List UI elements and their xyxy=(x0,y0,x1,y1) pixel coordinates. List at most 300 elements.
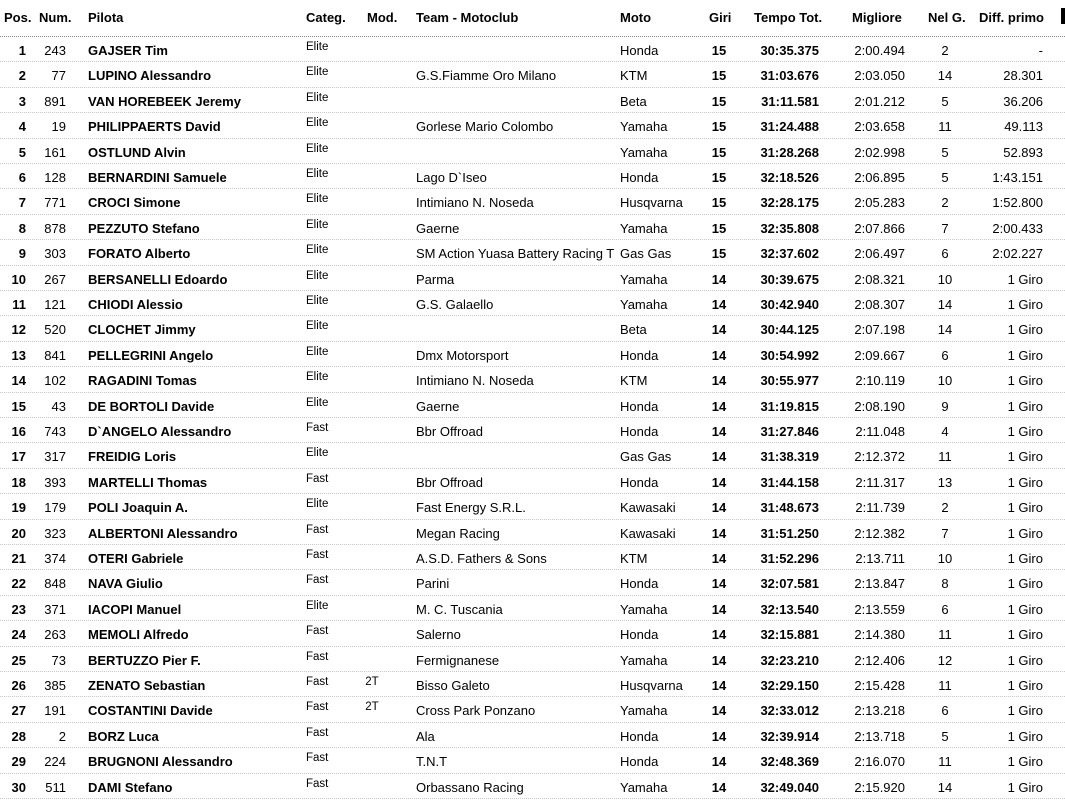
cell-categ: Elite xyxy=(306,371,329,384)
cell-migliore: 2:06.497 xyxy=(854,246,905,262)
cell-diff: 1 Giro xyxy=(1007,449,1043,465)
table-row xyxy=(0,443,1065,468)
cell-giri: 14 xyxy=(711,297,727,312)
cell-nelg: 6 xyxy=(941,601,949,617)
cell-num: 878 xyxy=(44,220,66,236)
cell-num: 243 xyxy=(44,43,66,58)
cell-num: 303 xyxy=(44,246,66,262)
cell-diff: 1 Giro xyxy=(1007,627,1043,643)
cell-tempo: 31:03.676 xyxy=(760,68,819,84)
cell-tempo: 31:24.488 xyxy=(760,119,819,135)
cell-migliore: 2:15.920 xyxy=(854,779,905,795)
cell-team: Salerno xyxy=(416,627,461,643)
cell-pos: 15 xyxy=(11,398,26,414)
cell-team: Gorlese Mario Colombo xyxy=(416,119,554,135)
cell-giri: 14 xyxy=(711,601,727,617)
cell-num: 374 xyxy=(44,551,66,566)
cell-migliore: 2:16.070 xyxy=(854,754,905,770)
table-row xyxy=(0,545,1065,570)
cell-diff: 1 Giro xyxy=(1007,500,1043,516)
cell-pos: 14 xyxy=(11,373,26,389)
cell-moto: Honda xyxy=(620,43,659,58)
cell-diff: 1 Giro xyxy=(1007,297,1043,312)
cell-num: 841 xyxy=(44,347,66,363)
cell-giri: 14 xyxy=(711,703,727,719)
cell-moto: Yamaha xyxy=(620,119,668,135)
cell-categ: Elite xyxy=(306,269,329,282)
cell-pilota: BERSANELLI Edoardo xyxy=(88,271,228,287)
cell-team: Orbassano Racing xyxy=(416,779,524,795)
cell-giri: 15 xyxy=(711,93,727,109)
table-row xyxy=(0,316,1065,341)
cell-nelg: 14 xyxy=(937,68,953,84)
cell-team: Parini xyxy=(416,576,450,592)
cell-tempo: 32:39.914 xyxy=(760,728,819,744)
cell-moto: Honda xyxy=(620,627,659,643)
cell-num: 161 xyxy=(44,144,66,160)
cell-team: G.S.Fiamme Oro Milano xyxy=(416,68,557,84)
cell-migliore: 2:12.382 xyxy=(854,525,905,541)
cell-pilota: VAN HOREBEEK Jeremy xyxy=(88,93,241,109)
cell-num: 73 xyxy=(51,652,66,668)
cell-giri: 14 xyxy=(711,754,727,770)
cell-moto: Beta xyxy=(620,322,647,338)
cell-categ: Elite xyxy=(306,66,329,79)
cell-tempo: 30:54.992 xyxy=(760,347,819,363)
cell-migliore: 2:13.711 xyxy=(855,551,905,566)
cell-tempo: 32:07.581 xyxy=(760,576,819,592)
cell-pilota: BORZ Luca xyxy=(88,728,159,744)
cell-nelg: 14 xyxy=(937,297,953,312)
table-row xyxy=(0,240,1065,265)
cell-migliore: 2:13.847 xyxy=(854,576,905,592)
cell-giri: 14 xyxy=(711,271,727,287)
cell-categ: Elite xyxy=(306,41,329,53)
cell-migliore: 2:13.559 xyxy=(854,601,905,617)
table-row xyxy=(0,418,1065,443)
cell-diff: - xyxy=(1038,43,1043,58)
cell-moto: KTM xyxy=(620,373,648,389)
cell-moto: Husqvarna xyxy=(620,678,683,693)
cell-tempo: 31:19.815 xyxy=(760,398,819,414)
table-row xyxy=(0,520,1065,545)
cell-pilota: DAMI Stefano xyxy=(88,779,173,795)
cell-num: 891 xyxy=(44,93,66,109)
table-row xyxy=(0,494,1065,519)
cell-nelg: 2 xyxy=(941,195,949,211)
cell-tempo: 30:55.977 xyxy=(760,373,819,389)
cell-migliore: 2:12.406 xyxy=(854,652,905,668)
cell-nelg: 11 xyxy=(938,449,952,465)
table-row xyxy=(0,621,1065,646)
cell-categ: Elite xyxy=(306,295,329,307)
cell-giri: 15 xyxy=(711,68,727,84)
cell-migliore: 2:01.212 xyxy=(854,93,905,109)
cell-categ: Elite xyxy=(306,345,329,358)
cell-moto: Yamaha xyxy=(620,297,668,312)
cell-team: Megan Racing xyxy=(416,525,500,541)
cell-diff: 1 Giro xyxy=(1007,474,1043,490)
cell-num: 385 xyxy=(44,678,66,693)
cell-tempo: 31:44.158 xyxy=(760,474,819,490)
table-row xyxy=(0,647,1065,672)
table-row xyxy=(0,596,1065,621)
cell-giri: 14 xyxy=(711,678,727,693)
cell-migliore: 2:11.048 xyxy=(855,424,905,439)
cell-pilota: PEZZUTO Stefano xyxy=(88,220,200,236)
cell-moto: Honda xyxy=(620,347,659,363)
cell-tempo: 31:28.268 xyxy=(760,144,819,160)
cell-migliore: 2:05.283 xyxy=(854,195,905,211)
cell-categ: Elite xyxy=(306,320,329,333)
cell-migliore: 2:07.866 xyxy=(854,220,905,236)
cell-migliore: 2:07.198 xyxy=(854,322,905,338)
cell-pilota: ZENATO Sebastian xyxy=(88,678,206,693)
cell-nelg: 11 xyxy=(938,119,952,135)
table-row xyxy=(0,697,1065,722)
cell-diff: 1 Giro xyxy=(1007,525,1043,541)
table-row xyxy=(0,570,1065,595)
cell-num: 743 xyxy=(44,424,66,439)
cell-categ: Elite xyxy=(306,396,329,409)
cell-num: 77 xyxy=(51,68,66,84)
cell-team: G.S. Galaello xyxy=(416,297,494,312)
cell-categ: Elite xyxy=(306,193,329,206)
cell-categ: Fast xyxy=(306,574,329,587)
header-pos: Pos. xyxy=(4,10,32,25)
cell-tempo: 31:27.846 xyxy=(760,424,819,439)
cell-migliore: 2:03.050 xyxy=(854,68,905,84)
cell-diff: 49.113 xyxy=(1004,119,1043,135)
cell-pos: 27 xyxy=(11,703,26,719)
cell-giri: 14 xyxy=(711,627,727,643)
cell-nelg: 2 xyxy=(941,43,949,58)
cell-categ: Fast xyxy=(306,701,329,714)
cell-diff: 52.893 xyxy=(1003,144,1043,160)
cell-giri: 14 xyxy=(711,525,727,541)
cell-nelg: 6 xyxy=(941,246,949,262)
cell-num: 317 xyxy=(44,449,66,465)
cell-tempo: 31:48.673 xyxy=(760,500,819,516)
table-row xyxy=(0,113,1065,138)
cell-pilota: BERNARDINI Samuele xyxy=(88,170,227,185)
cell-team: Cross Park Ponzano xyxy=(416,703,536,719)
cell-giri: 14 xyxy=(711,728,727,744)
table-row xyxy=(0,469,1065,494)
cell-tempo: 31:38.319 xyxy=(760,449,819,465)
cell-pilota: COSTANTINI Davide xyxy=(88,703,213,719)
cell-categ: Fast xyxy=(306,625,329,638)
cell-nelg: 5 xyxy=(941,144,949,160)
cell-tempo: 30:42.940 xyxy=(760,297,819,312)
cell-giri: 14 xyxy=(711,474,727,490)
cell-categ: Fast xyxy=(306,422,329,434)
cell-categ: Elite xyxy=(306,117,329,130)
cell-team: Ala xyxy=(416,728,435,744)
cell-pilota: DE BORTOLI Davide xyxy=(88,398,215,414)
cell-pos: 24 xyxy=(11,627,26,643)
column-edge-marker xyxy=(1061,8,1065,24)
cell-categ: Elite xyxy=(306,244,329,257)
cell-nelg: 7 xyxy=(941,525,949,541)
cell-diff: 1 Giro xyxy=(1007,678,1043,693)
cell-pos: 3 xyxy=(18,93,26,109)
cell-num: 323 xyxy=(44,525,66,541)
cell-tempo: 32:35.808 xyxy=(760,220,819,236)
cell-tempo: 32:28.175 xyxy=(760,195,819,211)
cell-moto: Honda xyxy=(620,728,659,744)
cell-moto: Honda xyxy=(620,576,659,592)
cell-diff: 36.206 xyxy=(1003,93,1043,109)
cell-pilota: CHIODI Alessio xyxy=(88,297,183,312)
cell-team: SM Action Yuasa Battery Racing T xyxy=(416,246,615,262)
cell-nelg: 5 xyxy=(941,93,949,109)
table-row xyxy=(0,215,1065,240)
cell-pilota: MEMOLI Alfredo xyxy=(88,627,189,643)
cell-pos: 6 xyxy=(18,170,26,185)
cell-categ: Fast xyxy=(306,549,329,561)
cell-moto: KTM xyxy=(620,551,648,566)
cell-diff: 1 Giro xyxy=(1007,576,1043,592)
cell-pilota: GAJSER Tim xyxy=(88,43,168,58)
cell-team: Intimiano N. Noseda xyxy=(416,373,534,389)
table-row xyxy=(0,164,1065,189)
cell-moto: Yamaha xyxy=(620,144,668,160)
cell-num: 43 xyxy=(51,398,66,414)
cell-migliore: 2:00.494 xyxy=(854,43,905,58)
cell-categ: Elite xyxy=(306,142,329,155)
cell-nelg: 2 xyxy=(941,500,949,516)
cell-migliore: 2:13.218 xyxy=(854,703,905,719)
cell-migliore: 2:09.667 xyxy=(854,347,905,363)
cell-pos: 18 xyxy=(11,474,26,490)
table-row xyxy=(0,367,1065,392)
cell-giri: 15 xyxy=(711,144,727,160)
cell-team: Parma xyxy=(416,271,455,287)
cell-mod: 2T xyxy=(365,676,379,688)
header-tempo: Tempo Tot. xyxy=(754,10,823,25)
cell-pilota: CROCI Simone xyxy=(88,195,181,211)
cell-moto: Yamaha xyxy=(620,220,668,236)
cell-categ: Fast xyxy=(306,752,329,765)
cell-migliore: 2:15.428 xyxy=(854,678,905,693)
cell-team: Gaerne xyxy=(416,220,460,236)
cell-diff: 1 Giro xyxy=(1007,754,1043,770)
cell-migliore: 2:06.895 xyxy=(854,170,905,185)
cell-team: M. C. Tuscania xyxy=(416,601,503,617)
cell-num: 128 xyxy=(44,170,66,185)
cell-num: 191 xyxy=(44,703,66,719)
cell-pos: 29 xyxy=(11,754,26,770)
header-nelg: Nel G. xyxy=(928,10,966,25)
cell-moto: Honda xyxy=(620,754,659,770)
header-mod: Mod. xyxy=(367,10,398,25)
cell-pilota: CLOCHET Jimmy xyxy=(88,322,196,338)
cell-diff: 1 Giro xyxy=(1007,398,1043,414)
cell-pos: 7 xyxy=(18,195,26,211)
cell-nelg: 14 xyxy=(937,322,953,338)
cell-diff: 2:00.433 xyxy=(992,220,1043,236)
cell-categ: Elite xyxy=(306,599,329,612)
cell-diff: 2:02.227 xyxy=(992,246,1043,262)
cell-moto: Honda xyxy=(620,170,659,185)
cell-pos: 19 xyxy=(11,500,26,516)
cell-tempo: 32:48.369 xyxy=(760,754,819,770)
header-migliore: Migliore xyxy=(852,10,902,25)
cell-nelg: 11 xyxy=(938,627,952,643)
cell-num: 2 xyxy=(58,728,66,744)
cell-num: 511 xyxy=(45,779,66,795)
cell-pilota: LUPINO Alessandro xyxy=(88,68,212,84)
header-categ: Categ. xyxy=(306,10,346,25)
table-row xyxy=(0,672,1065,697)
cell-categ: Elite xyxy=(306,498,329,511)
cell-tempo: 32:49.040 xyxy=(760,779,819,795)
cell-diff: 1 Giro xyxy=(1007,271,1043,287)
cell-categ: Fast xyxy=(306,523,329,536)
cell-moto: Beta xyxy=(620,93,647,109)
cell-team: Intimiano N. Noseda xyxy=(416,195,534,211)
cell-pos: 1 xyxy=(18,43,26,58)
cell-diff: 1 Giro xyxy=(1007,373,1043,389)
cell-categ: Fast xyxy=(306,472,329,485)
cell-tempo: 32:33.012 xyxy=(760,703,819,719)
cell-nelg: 5 xyxy=(941,170,949,185)
cell-mod: 2T xyxy=(365,701,379,714)
cell-moto: KTM xyxy=(620,68,648,84)
cell-team: Bisso Galeto xyxy=(416,678,490,693)
header-giri: Giri xyxy=(709,10,732,25)
cell-moto: Yamaha xyxy=(620,779,668,795)
cell-moto: Honda xyxy=(620,474,659,490)
cell-pos: 21 xyxy=(11,551,26,566)
cell-moto: Yamaha xyxy=(620,703,668,719)
cell-moto: Kawasaki xyxy=(620,525,676,541)
table-row xyxy=(0,266,1065,291)
cell-num: 224 xyxy=(44,754,66,770)
cell-tempo: 32:15.881 xyxy=(760,627,819,643)
cell-giri: 14 xyxy=(711,652,727,668)
cell-num: 102 xyxy=(44,373,66,389)
cell-categ: Elite xyxy=(306,218,329,231)
cell-giri: 15 xyxy=(711,220,727,236)
cell-pilota: BRUGNONI Alessandro xyxy=(88,754,233,770)
cell-giri: 14 xyxy=(711,424,727,439)
cell-migliore: 2:10.119 xyxy=(855,373,905,389)
cell-num: 848 xyxy=(44,576,66,592)
header-num: Num. xyxy=(39,10,72,25)
cell-diff: 1 Giro xyxy=(1007,652,1043,668)
cell-nelg: 4 xyxy=(941,424,949,439)
cell-pilota: NAVA Giulio xyxy=(88,576,163,592)
table-row xyxy=(0,189,1065,214)
header-moto: Moto xyxy=(620,10,652,25)
cell-pilota: OTERI Gabriele xyxy=(88,551,184,566)
cell-tempo: 32:23.210 xyxy=(760,652,819,668)
cell-team: Fast Energy S.R.L. xyxy=(416,500,526,516)
cell-pos: 10 xyxy=(11,271,26,287)
cell-giri: 14 xyxy=(711,373,727,389)
cell-pos: 26 xyxy=(11,678,26,693)
cell-pilota: FREIDIG Loris xyxy=(88,449,177,465)
cell-pos: 13 xyxy=(11,347,26,363)
cell-tempo: 32:37.602 xyxy=(760,246,819,262)
cell-moto: Gas Gas xyxy=(620,246,672,262)
header-pilota: Pilota xyxy=(88,10,124,25)
cell-diff: 1 Giro xyxy=(1007,779,1043,795)
table-row xyxy=(0,62,1065,87)
cell-team: Bbr Offroad xyxy=(416,424,483,439)
cell-migliore: 2:11.317 xyxy=(855,474,905,490)
cell-nelg: 14 xyxy=(937,779,953,795)
cell-diff: 1 Giro xyxy=(1007,322,1043,338)
cell-moto: Honda xyxy=(620,424,659,439)
cell-categ: Fast xyxy=(306,650,329,663)
cell-diff: 1 Giro xyxy=(1007,703,1043,719)
cell-pilota: FORATO Alberto xyxy=(88,246,191,262)
cell-migliore: 2:13.718 xyxy=(854,728,905,744)
cell-categ: Elite xyxy=(306,168,329,180)
cell-diff: 1 Giro xyxy=(1007,424,1043,439)
cell-nelg: 12 xyxy=(937,652,953,668)
table-row xyxy=(0,342,1065,367)
cell-pos: 20 xyxy=(11,525,26,541)
table-row xyxy=(0,748,1065,773)
cell-pos: 22 xyxy=(11,576,26,592)
cell-pilota: OSTLUND Alvin xyxy=(88,144,186,160)
cell-pos: 25 xyxy=(11,652,26,668)
cell-categ: Fast xyxy=(306,726,329,739)
cell-tempo: 31:11.581 xyxy=(761,93,819,109)
cell-migliore: 2:08.321 xyxy=(854,271,905,287)
cell-pos: 8 xyxy=(18,220,26,236)
cell-diff: 1 Giro xyxy=(1007,601,1043,617)
cell-team: A.S.D. Fathers & Sons xyxy=(416,551,547,566)
cell-migliore: 2:02.998 xyxy=(854,144,905,160)
cell-categ: Elite xyxy=(306,447,329,460)
cell-team: Gaerne xyxy=(416,398,460,414)
table-header xyxy=(0,0,1065,37)
cell-nelg: 5 xyxy=(941,728,949,744)
cell-num: 121 xyxy=(44,297,66,312)
cell-num: 771 xyxy=(44,195,66,211)
cell-diff: 1 Giro xyxy=(1007,728,1043,744)
cell-nelg: 13 xyxy=(937,474,953,490)
table-row xyxy=(0,88,1065,113)
cell-tempo: 31:52.296 xyxy=(760,551,819,566)
header-diff: Diff. primo xyxy=(979,10,1044,25)
cell-pos: 17 xyxy=(11,449,26,465)
table-row xyxy=(0,774,1065,799)
cell-team: T.N.T xyxy=(416,754,448,770)
cell-tempo: 32:29.150 xyxy=(760,678,819,693)
cell-team: Dmx Motorsport xyxy=(416,347,509,363)
cell-categ: Fast xyxy=(306,777,329,790)
cell-giri: 14 xyxy=(711,576,727,592)
cell-pos: 11 xyxy=(12,297,26,312)
table-row xyxy=(0,723,1065,748)
cell-moto: Kawasaki xyxy=(620,500,676,516)
cell-num: 179 xyxy=(44,500,66,516)
cell-pos: 28 xyxy=(11,728,26,744)
cell-team: Bbr Offroad xyxy=(416,474,483,490)
cell-nelg: 7 xyxy=(941,220,949,236)
cell-moto: Husqvarna xyxy=(620,195,683,211)
table-row xyxy=(0,393,1065,418)
cell-moto: Yamaha xyxy=(620,652,668,668)
cell-nelg: 6 xyxy=(941,347,949,363)
table-row xyxy=(0,291,1065,316)
